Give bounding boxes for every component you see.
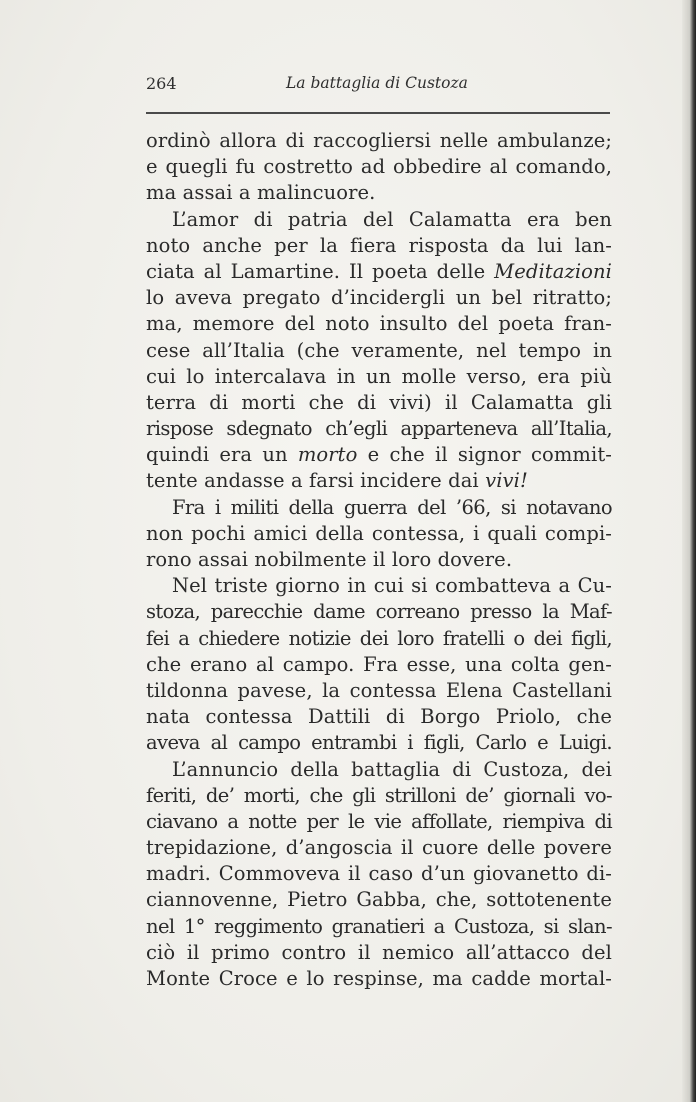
- text-line: ciannovenne, Pietro Gabba, che, sottotenente: [146, 888, 612, 912]
- running-title: La battaglia di Custoza: [286, 74, 468, 92]
- text-line: nel 1° reggimento granatieri a Custoza, si slan-: [146, 914, 612, 938]
- text-line: aveva al campo entrambi i figli, Carlo e Luigi.: [146, 731, 612, 755]
- text-line: terra di morti che di vivi) il Calamatta gli: [146, 390, 612, 414]
- text-line: ciò il primo contro il nemico all’attacco del: [146, 940, 612, 964]
- text-segment: e che il signor commit-: [367, 443, 612, 467]
- text-line: stoza, parecchie dame correano presso la Maf-: [146, 600, 612, 624]
- text-line: ma assai a malincuore.: [146, 181, 376, 205]
- italic-word: vivi!: [485, 469, 528, 493]
- text-line: cui lo intercalava in un molle verso, era più: [146, 364, 612, 388]
- text-line: fei a chiedere notizie dei loro fratelli o dei figli,: [146, 626, 612, 650]
- text-line: cese all’Italia (che veramente, nel tempo in: [146, 338, 612, 362]
- text-line: ciavano a notte per le vie affollate, riempiva di: [146, 809, 612, 833]
- page-header: [146, 74, 606, 100]
- text-line: Monte Croce e lo respinse, ma cadde mortal-: [146, 967, 612, 990]
- text-line: feriti, de’ morti, che gli strilloni de’ giornali vo-: [146, 783, 612, 807]
- text-line: lo aveva pregato d’incidergli un bel ritratto;: [146, 286, 612, 310]
- text-line: Nel triste giorno in cui si combatteva a Cu-: [172, 574, 612, 598]
- header-rule: [146, 112, 610, 114]
- text-line: L’amor di patria del Calamatta era ben: [172, 207, 612, 231]
- text-line: ma, memore del noto insulto del poeta fran-: [146, 312, 612, 336]
- text-segment: tente andasse a farsi incidere dai: [146, 469, 479, 493]
- text-line: [146, 259, 612, 285]
- text-line: rispose sdegnato ch’egli apparteneva all’Italia,: [146, 417, 612, 441]
- italic-word: morto: [297, 443, 358, 467]
- text-line: non pochi amici della contessa, i quali compi-: [146, 521, 612, 545]
- text-line: tildonna pavese, la contessa Elena Castellani: [146, 678, 612, 702]
- text-line: noto anche per la fiera risposta da lui lan-: [146, 233, 612, 257]
- text-line: rono assai nobilmente il loro dovere.: [146, 548, 513, 571]
- text-line: e quegli fu costretto ad obbedire al comando,: [146, 155, 612, 179]
- text-line: trepidazione, d’angoscia il cuore delle povere: [146, 836, 612, 860]
- text-line: Fra i militi della guerra del ’66, si notavano: [172, 495, 612, 519]
- text-line: [146, 442, 612, 468]
- body-text: [146, 128, 612, 992]
- page-number: 264: [146, 74, 177, 93]
- text-line: ordinò allora di raccogliersi nelle ambulanze;: [146, 129, 612, 152]
- text-line: che erano al campo. Fra esse, una colta gen-: [146, 652, 612, 676]
- text-line: madri. Commoveva il caso d’un giovanetto di-: [146, 862, 612, 886]
- text-line: nata contessa Dattili di Borgo Priolo, che: [146, 705, 612, 729]
- text-line: L’annuncio della battaglia di Custoza, dei: [172, 757, 612, 781]
- text-segment: quindi era un: [146, 443, 288, 467]
- text-segment: ciata al Lamartine. Il poeta delle: [146, 259, 486, 283]
- page-edge-shadow: [682, 0, 696, 1102]
- italic-title: Meditazioni: [494, 259, 612, 283]
- text-line: [146, 468, 612, 494]
